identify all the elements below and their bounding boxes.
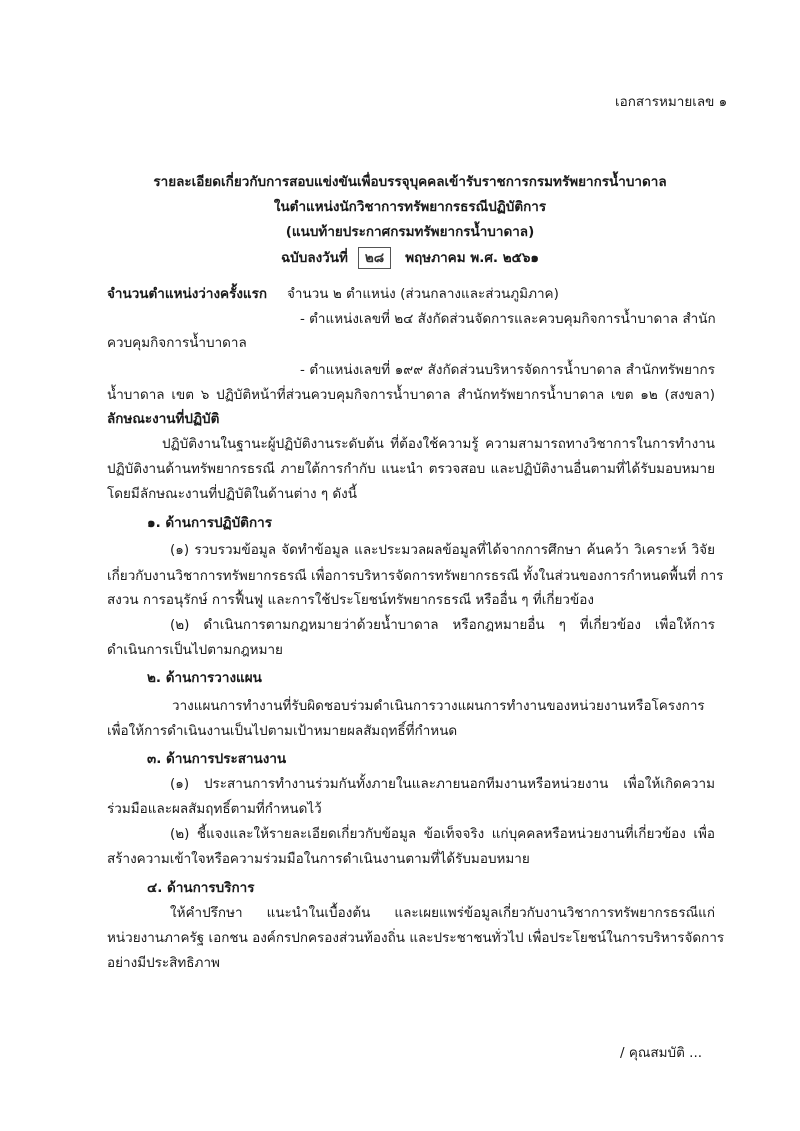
- section-heading: ๔. ด้านการบริการ: [147, 880, 255, 896]
- paragraph-line: ปฏิบัติงานในฐานะผู้ปฏิบัติงานระดับต้น ที่ต้องใช้ความรู้ ความสามารถทางวิชาการในการทำงาน: [162, 436, 715, 452]
- paragraph-line: (๑) ประสานการทำงานร่วมกันทั้งภายในและภายนอกทีมงานหรือหน่วยงาน เพื่อให้เกิดความ: [170, 776, 715, 792]
- date-rest: พฤษภาคม พ.ศ. ๒๕๖๑: [405, 250, 539, 266]
- date-prefix: ฉบับลงวันที่: [280, 250, 348, 266]
- section-heading: ๒. ด้านการวางแผน: [147, 670, 262, 686]
- paragraph-line: เกี่ยวกับงานวิชาการทรัพยากรธรณี เพื่อการบริหารจัดการทรัพยากรธรณี ทั้งในส่วนของการกำหนดพื้นที่ การ: [107, 568, 724, 584]
- continued-footer: / คุณสมบัติ ...: [620, 1045, 703, 1061]
- date-day: ๒๘: [358, 247, 391, 269]
- paragraph-line: วางแผนการทำงานที่รับผิดชอบร่วมดำเนินการวางแผนการทำงานของหน่วยงานหรือโครงการ: [172, 698, 705, 714]
- paragraph-line: ร่วมมือและผลสัมฤทธิ์ตามที่กำหนดไว้: [107, 801, 322, 817]
- paragraph-line: หน่วยงานภาครัฐ เอกชน องค์กรปกครองส่วนท้องถิ่น และประชาชนทั่วไป เพื่อประโยชน์ในการบริหารจัดการ: [107, 930, 725, 946]
- paragraph-line: ดำเนินการเป็นไปตามกฎหมาย: [107, 642, 283, 658]
- vacancy-line: ควบคุมกิจการน้ำบาดาล: [107, 335, 247, 351]
- title-line-1: รายละเอียดเกี่ยวกับการสอบแข่งขันเพื่อบรรจุบุคคลเข้ารับราชการกรมทรัพยากรน้ำบาดาล: [153, 174, 667, 190]
- title-line-2: ในตำแหน่งนักวิชาการทรัพยากรธรณีปฏิบัติการ: [273, 199, 547, 215]
- title-line-3: (แนบท้ายประกาศกรมทรัพยากรน้ำบาดาล): [285, 224, 535, 240]
- section-heading: ๓. ด้านการประสานงาน: [147, 751, 287, 767]
- paragraph-line: อย่างมีประสิทธิภาพ: [107, 955, 220, 971]
- paragraph-line: ปฏิบัติงานด้านทรัพยากรธรณี ภายใต้การกำกับ แนะนำ ตรวจสอบ และปฏิบัติงานอื่นตามที่ได้รับมอบหมาย: [107, 461, 715, 477]
- paragraph-line: เพื่อให้การดำเนินงานเป็นไปตามเป้าหมายผลสัมฤทธิ์ที่กำหนด: [107, 723, 458, 739]
- paragraph-line: โดยมีลักษณะงานที่ปฏิบัติในด้านต่าง ๆ ดังนี้: [107, 486, 357, 502]
- paragraph-line: ให้คำปรึกษา แนะนำในเบื้องต้น และเผยแพร่ข้อมูลเกี่ยวกับงานวิชาการทรัพยากรธรณีแก่: [170, 905, 715, 921]
- duties-heading: ลักษณะงานที่ปฏิบัติ: [107, 411, 220, 427]
- paragraph-line: (๑) รวบรวมข้อมูล จัดทำข้อมูล และประมวลผลข้อมูลที่ได้จากการศึกษา ค้นคว้า วิเคราะห์ วิจัย: [170, 542, 715, 558]
- paragraph-line: สงวน การอนุรักษ์ การฟื้นฟู และการใช้ประโยชน์ทรัพยากรธรณี หรืออื่น ๆ ที่เกี่ยวข้อง: [107, 592, 594, 608]
- vacancy-line: น้ำบาดาล เขต ๖ ปฏิบัติหน้าที่ส่วนควบคุมกิจการน้ำบาดาล สำนักทรัพยากรน้ำบาดาล เขต ๑๒ (สงขลา): [107, 387, 715, 403]
- vacancy-line: - ตำแหน่งเลขที่ ๑๙๙ สังกัดส่วนบริหารจัดการน้ำบาดาล สำนักทรัพยากร: [300, 362, 715, 378]
- vacancy-line: - ตำแหน่งเลขที่ ๒๔ สังกัดส่วนจัดการและควบคุมกิจการน้ำบาดาล สำนัก: [300, 311, 716, 327]
- paragraph-line: (๒) ชี้แจงและให้รายละเอียดเกี่ยวกับข้อมูล ข้อเท็จจริง แก่บุคคลหรือหน่วยงานที่เกี่ยวข้อง เพื่อ: [170, 826, 715, 842]
- title-date: [0, 247, 800, 269]
- paragraph-line: (๒) ดำเนินการตามกฎหมายว่าด้วยน้ำบาดาล หรือกฎหมายอื่น ๆ ที่เกี่ยวข้อง เพื่อให้การ: [170, 617, 715, 633]
- vacancy-label: จำนวนตำแหน่งว่างครั้งแรก: [107, 286, 268, 302]
- vacancy-line: จำนวน ๒ ตำแหน่ง (ส่วนกลางและส่วนภูมิภาค): [287, 286, 559, 302]
- paragraph-line: สร้างความเข้าใจหรือความร่วมมือในการดำเนินงานตามที่ได้รับมอบหมาย: [107, 851, 530, 867]
- document-number: เอกสารหมายเลข ๑: [615, 94, 728, 110]
- section-heading: ๑. ด้านการปฏิบัติการ: [147, 515, 272, 531]
